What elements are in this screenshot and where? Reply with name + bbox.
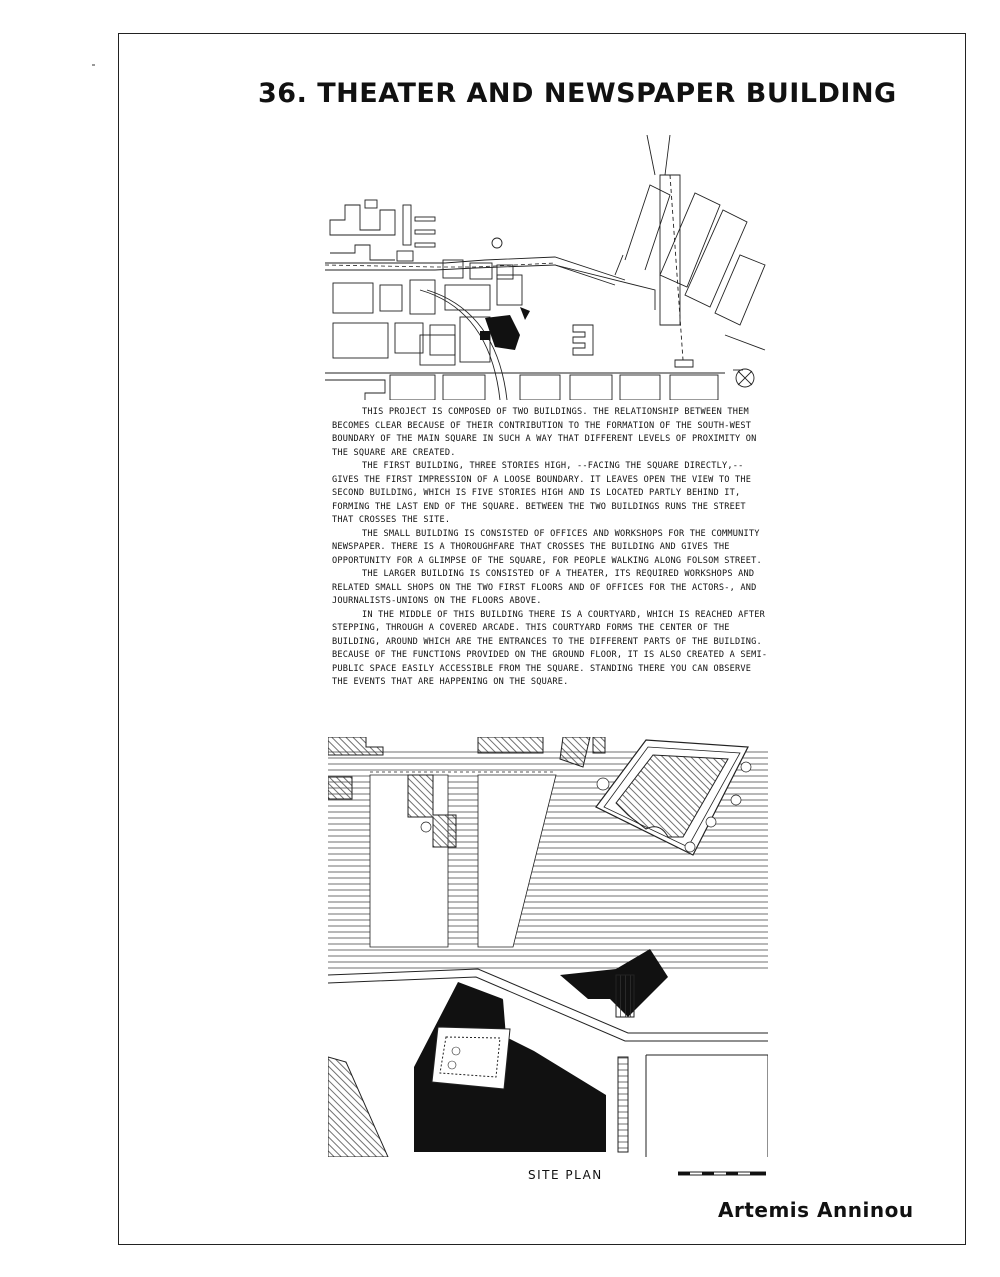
- site-plan-label: SITE PLAN: [528, 1168, 603, 1182]
- context-map-figure: [325, 135, 770, 400]
- paragraph: IN THE MIDDLE OF THIS BUILDING THERE IS A COURTYARD, WHICH IS REACHED AFTER STEPPING, THROUGH A COVERED ARCADE. THIS COURTYARD FORMS THE CENTER OF THE BUILDING, AROUND WHICH ARE THE ENTRANCES TO THE DIFFERENT PARTS OF THE BUILDING. BECAUSE OF THE FUNCTIONS PROVIDED ON THE GROUND FLOOR, IT IS ALSO CREATED A SEMI-PUBLIC SPACE EASILY ACCESSIBLE FROM THE SQUARE. STANDING THERE YOU CAN OBSERVE THE EVENTS THAT ARE HAPPENING ON THE SQUARE.: [332, 609, 768, 687]
- author-name: Artemis Anninou: [718, 1198, 914, 1222]
- page-title: 36. THEATER AND NEWSPAPER BUILDING: [258, 78, 897, 109]
- paragraph: THE LARGER BUILDING IS CONSISTED OF A THEATER, ITS REQUIRED WORKSHOPS AND RELATED SMALL SHOPS ON THE TWO FIRST FLOORS AND OF OFFICES FOR THE ACTORS-, AND JOURNALISTS-UNIONS ON THE FLOORS ABOVE.: [332, 569, 757, 606]
- scan-speck: [92, 64, 95, 66]
- scale-bar: [676, 1160, 768, 1182]
- paragraph: THE FIRST BUILDING, THREE STORIES HIGH, --FACING THE SQUARE DIRECTLY,-- GIVES THE FIRST IMPRESSION OF A LOOSE BOUNDARY. IT LEAVES OPEN THE VIEW TO THE SECOND BUILDING, WHICH IS FIVE STORIES HIGH AND IS LOCATED PARTLY BEHIND IT, FORMING THE LAST END OF THE SQUARE. BETWEEN THE TWO BUILDINGS RUNS THE STREET THAT CROSSES THE SITE.: [332, 461, 752, 525]
- project-description: [332, 406, 772, 690]
- site-plan-figure: [328, 737, 768, 1157]
- paragraph: THE SMALL BUILDING IS CONSISTED OF OFFICES AND WORKSHOPS FOR THE COMMUNITY NEWSPAPER. THERE IS A THOROUGHFARE THAT CROSSES THE BUILDING AND GIVES THE OPPORTUNITY FOR A GLIMPSE OF THE SQUARE, FOR PEOPLE WALKING ALONG FOLSOM STREET.: [332, 528, 762, 566]
- paragraph: THIS PROJECT IS COMPOSED OF TWO BUILDINGS. THE RELATIONSHIP BETWEEN THEM BECOMES CLEAR BECAUSE OF THEIR CONTRIBUTION TO THE FORMATION OF THE SOUTH-WEST BOUNDARY OF THE MAIN SQUARE IN SUCH A WAY THAT DIFFERENT LEVELS OF PROXIMITY ON THE SQUARE ARE CREATED.: [332, 407, 757, 458]
